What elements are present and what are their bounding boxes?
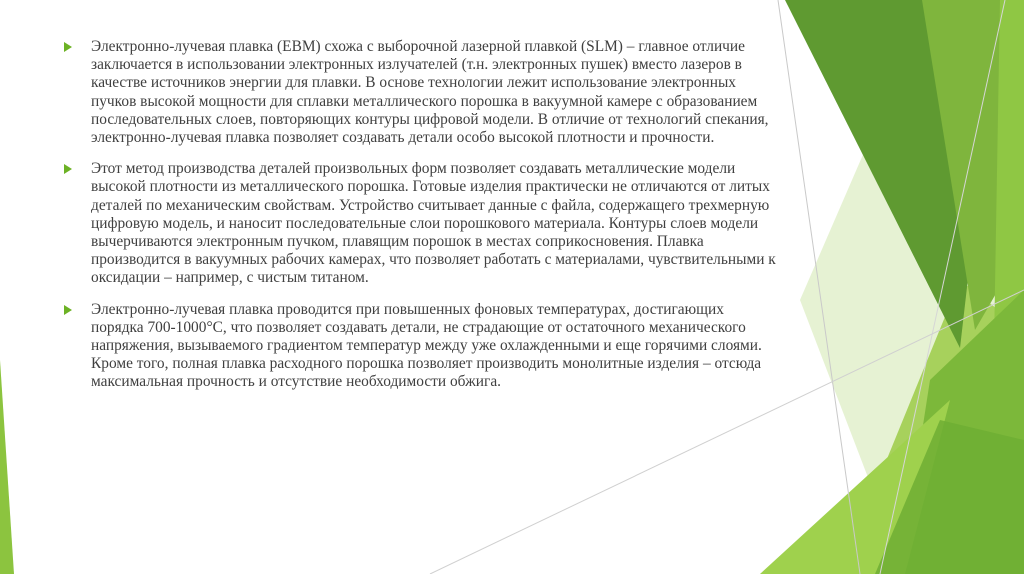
paragraph-2-text: Этот метод производства деталей произвольных форм позволяет создавать металлические модели высокой плотности из металлического порошка. Готовые изделия практически не отличаются от литых деталей по механическим свойствам. Устройство считывает данные с файла, содержащего трехмерную цифровую модель, и наносит последовательные слои порошкового материала. Контуры слоев модели вычерчиваются электронным пучком, плавящим порошок в местах соприкосновения. Плавка производится в вакуумных рабочих камерах, что позволяет работать с материалами, чувствительными к оксидации – например, с чистым титаном. [91,160,776,287]
paragraph-2 [64,160,776,287]
triangle-bullet-icon [64,305,72,315]
triangle-bullet-icon [64,164,72,174]
left-green-strip [0,360,14,574]
paragraph-1 [64,38,776,147]
text-content [64,38,776,405]
paragraph-3-text: Электронно-лучевая плавка проводится при повышенных фоновых температурах, достигающих порядка 700-1000°C, что позволяет создавать детали, не страдающие от остаточного механического напряжения, вызываемого градиентом температур между уже охлажденными и еще горячими слоями. Кроме того, полная плавка расходного порошка позволяет производить монолитные изделия – отсюда максимальная прочность и отсутствие необходимости обжига. [91,300,762,391]
paragraph-3 [64,301,776,392]
triangle-bullet-icon [64,42,72,52]
paragraph-1-text: Электронно-лучевая плавка (EBM) схожа с выборочной лазерной плавкой (SLM) – главное отличие заключается в использовании электронных излучателей (т.н. электронных пушек) вместо лазеров в качестве источников энергии для плавки. В основе технологии лежит использование электронных пучков высокой мощности для сплавки металлического порошка в вакуумной камере с образованием последовательных слоев, повторяющих контуры цифровой модели. В отличие от технологий спекания, электронно-лучевая плавка позволяет создавать детали особо высокой плотности и прочности. [91,38,769,147]
